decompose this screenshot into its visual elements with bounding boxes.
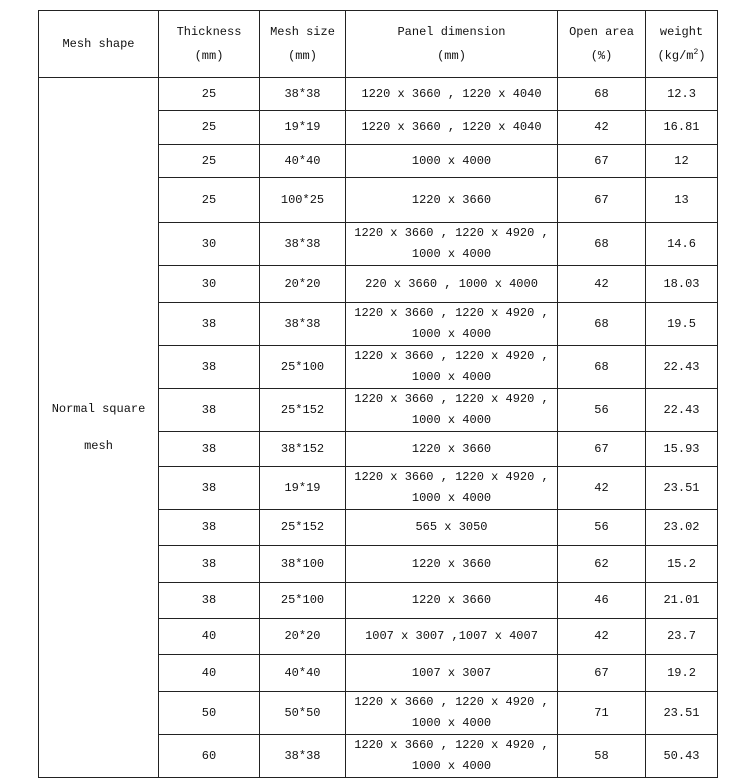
weight-cell: 14.6 (646, 223, 718, 266)
open-area-cell: 67 (558, 432, 646, 467)
weight-cell: 22.43 (646, 389, 718, 432)
open-area-cell: 68 (558, 223, 646, 266)
panel-dimension-cell (346, 178, 558, 223)
unit-suffix: ) (698, 49, 706, 63)
header-unit: (mm) (437, 49, 466, 63)
open-area-cell: 42 (558, 111, 646, 145)
thickness-cell: 38 (159, 583, 260, 619)
panel-dimension-line: 1220 x 3660 , 1220 x 4040 (361, 120, 542, 134)
mesh-size-cell: 38*38 (260, 78, 346, 111)
panel-dimension-cell (346, 111, 558, 145)
panel-dimension-line: 1220 x 3660 , 1220 x 4920 , (354, 392, 549, 406)
thickness-cell: 60 (159, 735, 260, 778)
open-area-cell: 56 (558, 389, 646, 432)
mesh-size-cell: 20*20 (260, 619, 346, 655)
panel-dimension-cell (346, 583, 558, 619)
header-label: Panel dimension (397, 25, 506, 39)
weight-cell: 19.2 (646, 655, 718, 692)
panel-dimension-cell (346, 389, 558, 432)
panel-dimension-cell (346, 735, 558, 778)
thickness-cell: 38 (159, 546, 260, 583)
panel-dimension-line: 1000 x 4000 (411, 413, 492, 427)
thickness-cell: 40 (159, 619, 260, 655)
header-unit: (%) (590, 49, 613, 63)
thickness-cell: 40 (159, 655, 260, 692)
open-area-cell: 42 (558, 619, 646, 655)
thickness-cell: 25 (159, 78, 260, 111)
thickness-cell: 38 (159, 510, 260, 546)
panel-dimension-line: 1000 x 4000 (411, 327, 492, 341)
panel-dimension-line: 1000 x 4000 (411, 759, 492, 773)
mesh-size-cell: 25*152 (260, 510, 346, 546)
open-area-cell: 42 (558, 467, 646, 510)
mesh-size-cell: 25*100 (260, 346, 346, 389)
thickness-cell: 38 (159, 346, 260, 389)
open-area-cell: 56 (558, 510, 646, 546)
header-label: Mesh size (270, 25, 335, 39)
mesh-size-cell: 25*152 (260, 389, 346, 432)
weight-cell: 12 (646, 145, 718, 178)
panel-dimension-cell (346, 619, 558, 655)
weight-cell: 23.7 (646, 619, 718, 655)
open-area-cell: 68 (558, 78, 646, 111)
panel-dimension-line: 1220 x 3660 (411, 192, 492, 207)
panel-dimension-cell (346, 78, 558, 111)
header-unit: (mm) (288, 49, 317, 63)
mesh-shape-line: Normal square (51, 401, 146, 416)
header-label: Open area (569, 25, 634, 39)
thickness-cell: 50 (159, 692, 260, 735)
open-area-cell: 46 (558, 583, 646, 619)
panel-dimension-cell (346, 510, 558, 546)
unit-superscript: 2 (693, 48, 699, 57)
open-area-cell: 58 (558, 735, 646, 778)
panel-dimension-cell (346, 223, 558, 266)
panel-dimension-cell (346, 346, 558, 389)
panel-dimension-line: 1000 x 4000 (411, 370, 492, 384)
panel-dimension-line: 565 x 3050 (415, 520, 488, 534)
mesh-size-cell: 38*152 (260, 432, 346, 467)
weight-cell: 19.5 (646, 303, 718, 346)
panel-dimension-cell (346, 655, 558, 692)
weight-cell: 12.3 (646, 78, 718, 111)
mesh-size-cell: 38*38 (260, 223, 346, 266)
weight-cell: 21.01 (646, 583, 718, 619)
open-area-cell: 71 (558, 692, 646, 735)
mesh-size-cell: 50*50 (260, 692, 346, 735)
panel-dimension-line: 1220 x 3660 , 1220 x 4920 , (354, 738, 549, 752)
thickness-cell: 30 (159, 223, 260, 266)
panel-dimension-line: 1220 x 3660 , 1220 x 4920 , (354, 306, 549, 320)
weight-cell: 13 (646, 178, 718, 223)
mesh-shape-cell (39, 78, 159, 778)
header-thickness (159, 11, 260, 78)
header-row (39, 11, 718, 78)
open-area-cell: 67 (558, 178, 646, 223)
table-row (39, 78, 718, 111)
open-area-cell: 68 (558, 303, 646, 346)
panel-dimension-line: 1000 x 4000 (411, 716, 492, 730)
panel-dimension-cell (346, 546, 558, 583)
open-area-cell: 42 (558, 266, 646, 303)
weight-cell: 23.02 (646, 510, 718, 546)
panel-dimension-line: 1007 x 3007 (411, 665, 492, 680)
mesh-size-cell: 40*40 (260, 145, 346, 178)
weight-cell: 22.43 (646, 346, 718, 389)
weight-cell: 16.81 (646, 111, 718, 145)
mesh-size-cell: 38*38 (260, 735, 346, 778)
panel-dimension-line: 1220 x 3660 , 1220 x 4040 (361, 86, 542, 101)
weight-cell: 23.51 (646, 692, 718, 735)
panel-dimension-line: 1220 x 3660 , 1220 x 4920 , (354, 349, 549, 363)
mesh-size-cell: 25*100 (260, 583, 346, 619)
header-mesh-size (260, 11, 346, 78)
panel-dimension-line: 1220 x 3660 , 1220 x 4920 , (354, 470, 549, 484)
thickness-cell: 38 (159, 467, 260, 510)
panel-dimension-cell (346, 432, 558, 467)
thickness-cell: 38 (159, 303, 260, 346)
header-label: Thickness (176, 25, 242, 39)
mesh-size-cell: 38*38 (260, 303, 346, 346)
panel-dimension-cell (346, 303, 558, 346)
thickness-cell: 25 (159, 111, 260, 145)
open-area-cell: 67 (558, 145, 646, 178)
weight-cell: 50.43 (646, 735, 718, 778)
weight-cell: 15.2 (646, 546, 718, 583)
header-unit: (mm) (194, 49, 224, 63)
open-area-cell: 68 (558, 346, 646, 389)
thickness-cell: 38 (159, 389, 260, 432)
open-area-cell: 67 (558, 655, 646, 692)
open-area-cell: 62 (558, 546, 646, 583)
panel-dimension-line: 1007 x 3007 ,1007 x 4007 (365, 629, 538, 643)
panel-dimension-line: 1220 x 3660 , 1220 x 4920 , (354, 226, 549, 240)
thickness-cell: 25 (159, 145, 260, 178)
mesh-spec-table (38, 10, 718, 778)
panel-dimension-line: 1000 x 4000 (411, 491, 492, 505)
mesh-size-cell: 100*25 (260, 178, 346, 223)
weight-cell: 15.93 (646, 432, 718, 467)
panel-dimension-line: 1000 x 4000 (411, 247, 492, 261)
mesh-size-cell: 19*19 (260, 467, 346, 510)
thickness-cell: 25 (159, 178, 260, 223)
header-mesh-shape: Mesh shape (39, 11, 159, 78)
mesh-shape-line: mesh (84, 438, 113, 453)
header-unit (646, 44, 717, 68)
panel-dimension-cell (346, 467, 558, 510)
weight-cell: 23.51 (646, 467, 718, 510)
thickness-cell: 30 (159, 266, 260, 303)
header-label: weight (659, 25, 704, 39)
unit-prefix: (kg/m (657, 49, 694, 63)
thickness-cell: 38 (159, 432, 260, 467)
panel-dimension-cell (346, 692, 558, 735)
panel-dimension-cell (346, 266, 558, 303)
panel-dimension-line: 1000 x 4000 (411, 153, 492, 168)
panel-dimension-line: 1220 x 3660 (411, 593, 492, 607)
panel-dimension-line: 1220 x 3660 (411, 441, 492, 456)
mesh-size-cell: 38*100 (260, 546, 346, 583)
mesh-size-cell: 20*20 (260, 266, 346, 303)
mesh-size-cell: 40*40 (260, 655, 346, 692)
header-open-area (558, 11, 646, 78)
panel-dimension-line: 220 x 3660 , 1000 x 4000 (365, 276, 538, 291)
weight-cell: 18.03 (646, 266, 718, 303)
header-weight (646, 11, 718, 78)
header-panel-dimension (346, 11, 558, 78)
mesh-size-cell: 19*19 (260, 111, 346, 145)
panel-dimension-cell (346, 145, 558, 178)
panel-dimension-line: 1220 x 3660 , 1220 x 4920 , (354, 695, 549, 709)
panel-dimension-line: 1220 x 3660 (411, 556, 492, 571)
